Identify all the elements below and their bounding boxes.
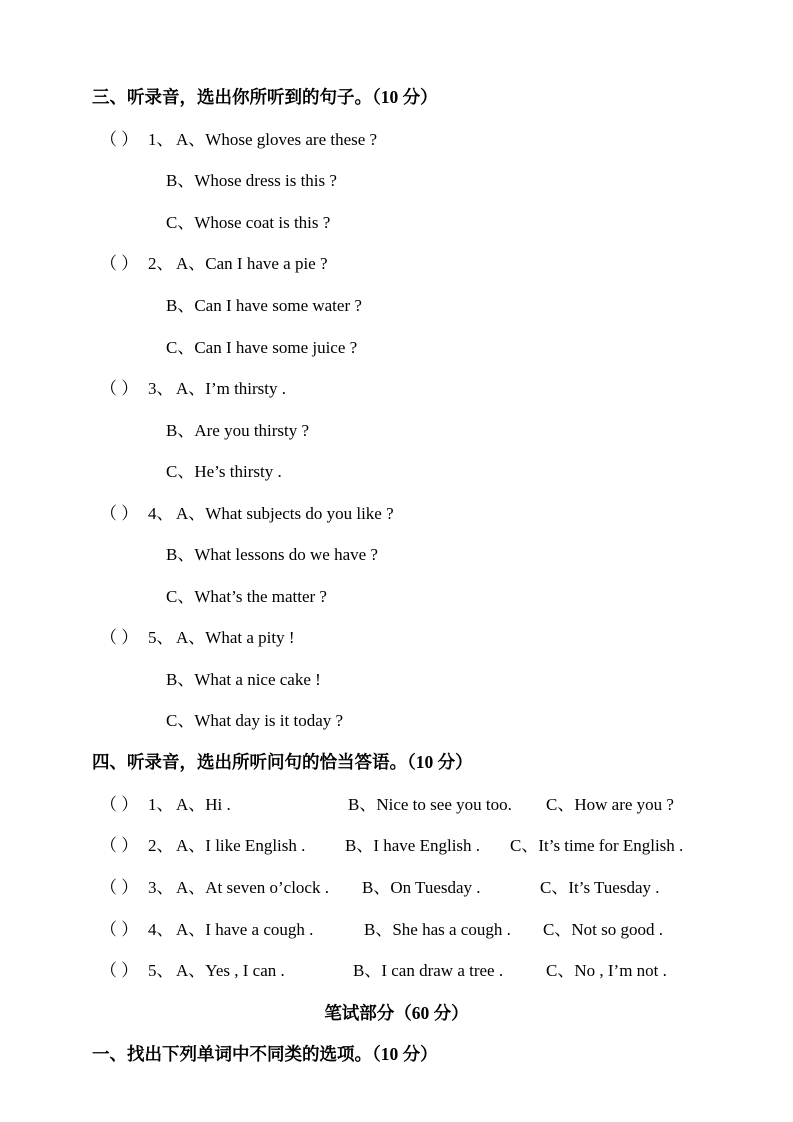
option-c: C、He’s thirsty . — [166, 462, 282, 481]
option-b: B、Whose dress is this ? — [166, 171, 337, 190]
option-b: B、Can I have some water ? — [166, 296, 362, 315]
answer-blank[interactable]: （ ） — [100, 961, 139, 980]
option-c: C、What’s the matter ? — [166, 587, 327, 606]
option-b: B、On Tuesday . — [362, 878, 481, 897]
question-number: 2、 — [148, 254, 174, 273]
option-a: A、Whose gloves are these ? — [176, 130, 378, 149]
option-a: A、Can I have a pie ? — [176, 254, 328, 273]
question-number: 3、 — [148, 878, 174, 897]
answer-blank[interactable]: （ ） — [100, 130, 139, 149]
answer-blank[interactable]: （ ） — [100, 254, 139, 273]
option-c: C、Can I have some juice ? — [166, 338, 358, 357]
option-c: C、What day is it today ? — [166, 711, 344, 730]
option-c: C、No , I’m not . — [546, 961, 667, 980]
written-part-title: 笔试部分（60 分） — [324, 1003, 469, 1023]
answer-blank[interactable]: （ ） — [100, 795, 139, 814]
section4-title: 四、听录音，选出所听问句的恰当答语。（10 分） — [92, 752, 473, 772]
question-number: 2、 — [148, 836, 174, 855]
option-a: A、I’m thirsty . — [176, 379, 287, 398]
option-c: C、Not so good . — [543, 920, 663, 939]
answer-blank[interactable]: （ ） — [100, 836, 139, 855]
question-number: 3、 — [148, 379, 174, 398]
option-a: A、Yes , I can . — [176, 961, 285, 980]
answer-blank[interactable]: （ ） — [100, 379, 139, 398]
option-b: B、What lessons do we have ? — [166, 545, 378, 564]
question-number: 5、 — [148, 961, 174, 980]
question-number: 1、 — [148, 795, 174, 814]
option-a: A、Hi . — [176, 795, 231, 814]
option-a: A、I have a cough . — [176, 920, 314, 939]
section3-title: 三、听录音，选出你所听到的句子。（10 分） — [92, 87, 438, 107]
option-b: B、She has a cough . — [364, 920, 511, 939]
option-b: B、I can draw a tree . — [353, 961, 504, 980]
option-b: B、What a nice cake ! — [166, 670, 321, 689]
option-a: A、What subjects do you like ? — [176, 504, 394, 523]
option-c: C、Whose coat is this ? — [166, 213, 331, 232]
option-b: B、Are you thirsty ? — [166, 421, 310, 440]
option-b: B、Nice to see you too. — [348, 795, 512, 814]
answer-blank[interactable]: （ ） — [100, 878, 139, 897]
option-b: B、I have English . — [345, 836, 481, 855]
option-a: A、What a pity ! — [176, 628, 295, 647]
option-a: A、I like English . — [176, 836, 306, 855]
answer-blank[interactable]: （ ） — [100, 628, 139, 647]
option-c: C、How are you ? — [546, 795, 674, 814]
question-number: 1、 — [148, 130, 174, 149]
question-number: 4、 — [148, 504, 174, 523]
question-number: 4、 — [148, 920, 174, 939]
option-c: C、It’s Tuesday . — [540, 878, 660, 897]
option-c: C、It’s time for English . — [510, 836, 684, 855]
written-section1-title: 一、找出下列单词中不同类的选项。（10 分） — [92, 1044, 438, 1064]
answer-blank[interactable]: （ ） — [100, 920, 139, 939]
question-number: 5、 — [148, 628, 174, 647]
answer-blank[interactable]: （ ） — [100, 504, 139, 523]
option-a: A、At seven o’clock . — [176, 878, 329, 897]
